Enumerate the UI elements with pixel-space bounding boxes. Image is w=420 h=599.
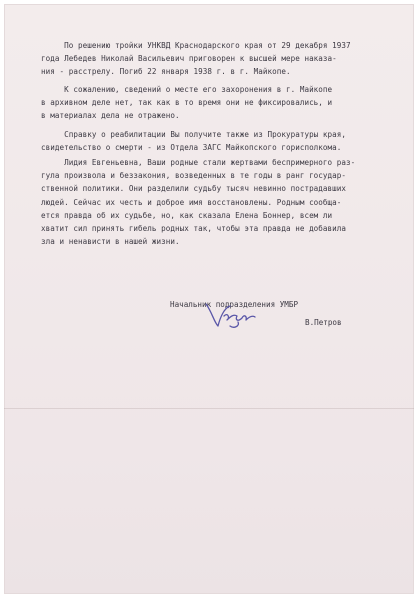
letter-paragraph-rehabilitation: Лидия Евгеньевна, Ваши родные стали жертвами беспримерного раз- гула произвола и беззакония, возведенных в те годы в ранг государ- ственной политики. Они разделили судьбу тысяч невинно пострадавших людей. Сейчас их честь и доброе имя восстановлены. Родным сообща- ется правда об их судьбе, но, как сказала Елена Боннер, всем ли хватит сил принять гибель родных так, чтобы эта правда не добавила зла и ненависти в нашей жизни. xyxy=(41,158,356,247)
letter-paragraph-certificates: Справку о реабилитации Вы получите также из Прокуратуры края, свидетельство о смерти - из Отдела ЗАГС Майкопского горисполкома. xyxy=(41,130,347,153)
letter-paragraph-verdict: По решению тройки УНКВД Краснодарского края от 29 декабря 1937 года Лебедев Николай Васильевич приговорен к высшей мере наказа- ния - расстрелу. Погиб 22 января 1938 г. в г. Майкопе. xyxy=(41,41,351,77)
letter-paragraph-burial: К сожалению, сведений о месте его захоронения в г. Майкопе в архивном деле нет, так как в то время они не фиксировались, и в материалах дела не отражено. xyxy=(41,85,333,121)
signatory-name: В.Петров xyxy=(305,318,342,327)
signatory-position: Начальник подразделения УМБР xyxy=(170,300,299,309)
handwritten-signature xyxy=(200,300,270,330)
paper-fold-line xyxy=(4,408,414,409)
